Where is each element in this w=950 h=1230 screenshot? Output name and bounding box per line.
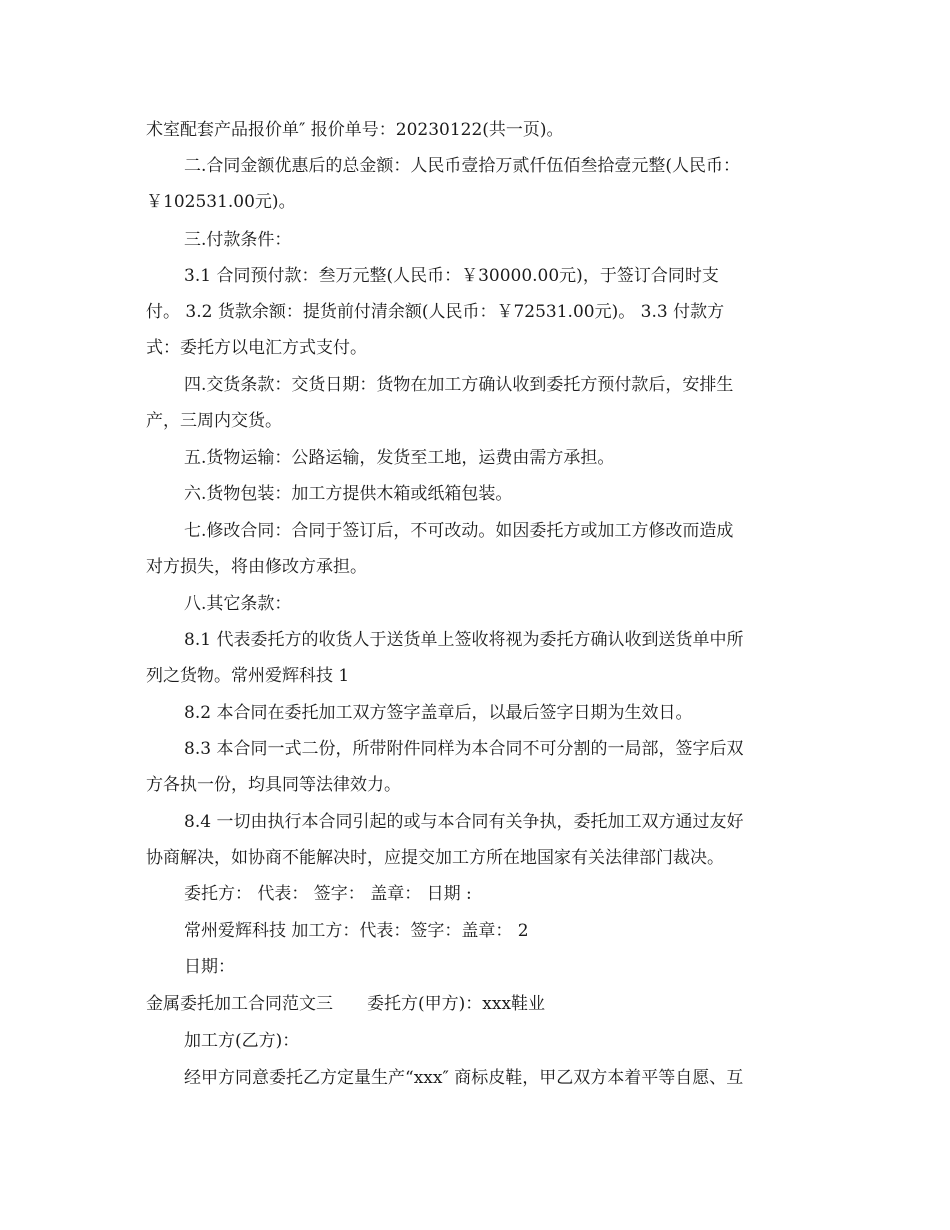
section-heading-amount: 二.合同金额优惠后的总金额：人民币壹拾万贰仟伍佰叁拾壹元整(人民币： bbox=[184, 156, 741, 176]
section-heading-transport: 五.货物运输：公路运输，发货至工地，运费由需方承担。 bbox=[184, 448, 615, 468]
text-line: 式：委托方以电汇方式支付。 bbox=[146, 338, 367, 358]
document-title-line: 金属委托加工合同范文三 委托方(甲方)：xxx鞋业 bbox=[146, 994, 546, 1014]
text-line: 8.4 一切由执行本合同引起的或与本合同有关争执，委托加工双方通过友好 bbox=[184, 812, 744, 832]
section-heading-other: 八.其它条款： bbox=[184, 594, 292, 614]
section-heading-delivery: 四.交货条款：交货日期：货物在加工方确认收到委托方预付款后，安排生 bbox=[184, 375, 734, 395]
text-line: 产，三周内交货。 bbox=[146, 411, 282, 431]
date-label: 日期： bbox=[184, 957, 235, 977]
section-heading-packaging: 六.货物包装：加工方提供木箱或纸箱包装。 bbox=[184, 484, 513, 504]
text-line: ￥102531.00元)。 bbox=[146, 192, 296, 212]
text-line: 列之货物。常州爱辉科技 1 bbox=[146, 666, 350, 686]
text-line: 8.2 本合同在委托加工双方签字盖章后，以最后签字日期为生效日。 bbox=[184, 703, 693, 723]
text-line: 付。 3.2 货款余额：提货前付清余额(人民币：￥72531.00元)。 3.3 付款方 bbox=[146, 302, 725, 322]
text-line: 方各执一份，均具同等法律效力。 bbox=[146, 775, 401, 795]
signature-line-processor: 常州爱辉科技 加工方：代表：签字：盖章： 2 bbox=[184, 921, 529, 941]
text-line: 3.1 合同预付款：叁万元整(人民币：￥30000.00元)，于签订合同时支 bbox=[184, 266, 719, 286]
text-line: 对方损失，将由修改方承担。 bbox=[146, 557, 367, 577]
section-heading-modification: 七.修改合同：合同于签订后，不可改动。如因委托方或加工方修改而造成 bbox=[184, 521, 734, 541]
text-line: 术室配套产品报价单″ 报价单号：20230122(共一页)。 bbox=[146, 120, 564, 140]
text-line: 8.1 代表委托方的收货人于送货单上签收将视为委托方确认收到送货单中所 bbox=[184, 630, 744, 650]
text-line: 协商解决，如协商不能解决时，应提交加工方所在地国家有关法律部门裁决。 bbox=[146, 848, 724, 868]
text-line: 8.3 本合同一式二份，所带附件同样为本合同不可分割的一局部，签字后双 bbox=[184, 739, 744, 759]
text-line: 经甲方同意委托乙方定量生产“xxx″ 商标皮鞋，甲乙双方本着平等自愿、互 bbox=[184, 1068, 744, 1088]
section-heading-payment: 三.付款条件： bbox=[184, 230, 292, 250]
signature-line-client: 委托方： 代表： 签字： 盖章： 日期 : bbox=[184, 884, 472, 904]
party-b-line: 加工方(乙方)： bbox=[184, 1031, 300, 1051]
